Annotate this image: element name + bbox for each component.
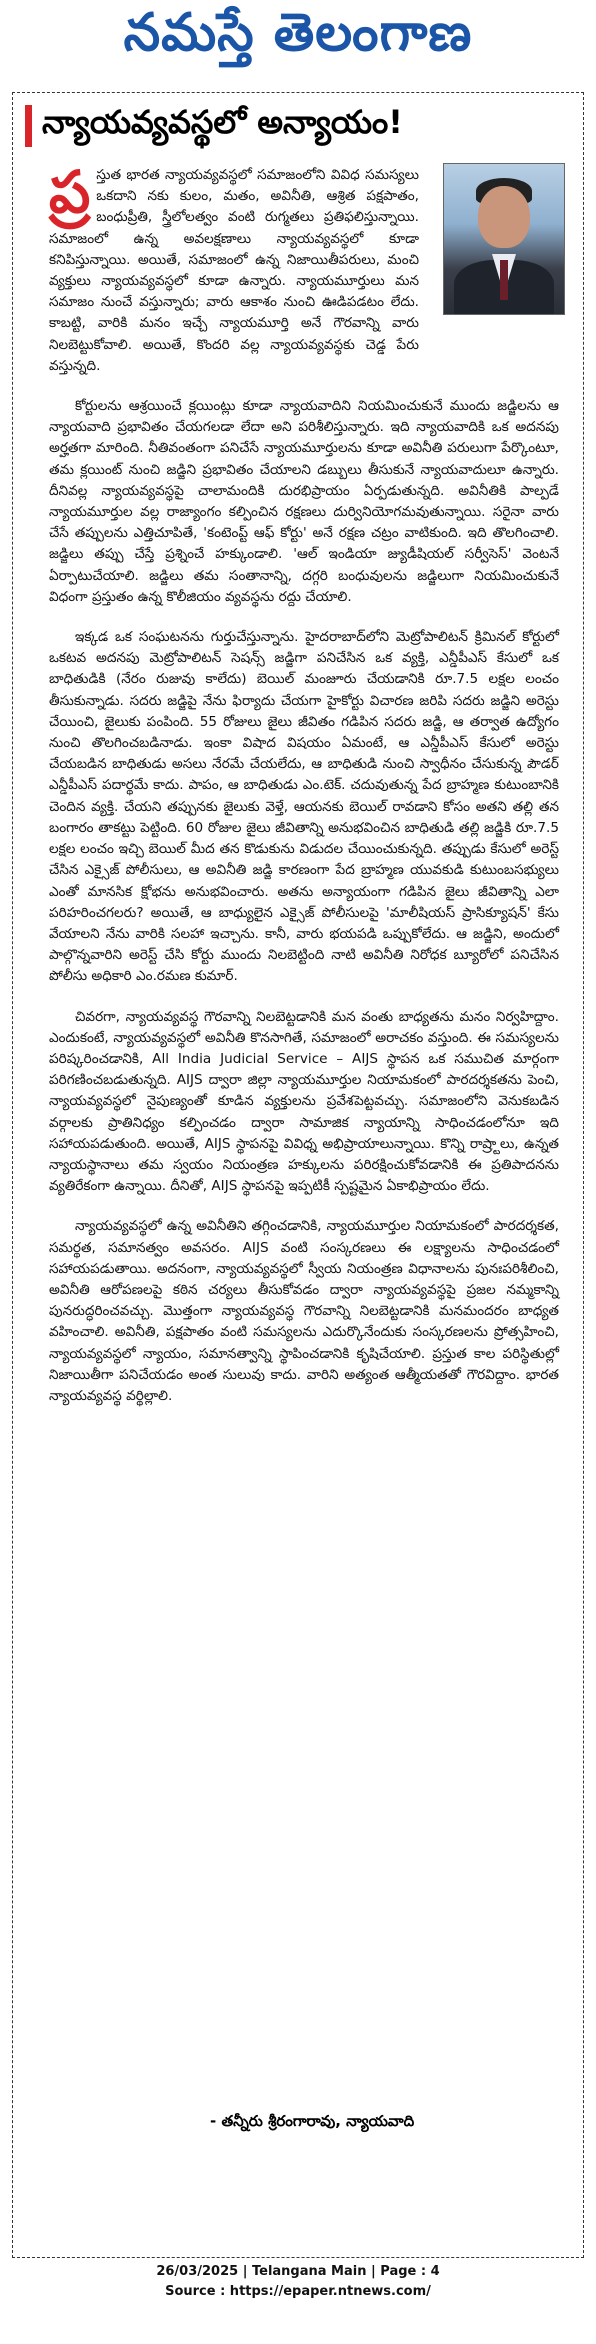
paragraph-5: న్యాయవ్యవస్థలో ఉన్న అవినీతిని తగ్గించడానికి, న్యాయమూర్తుల నియామకంలో పారదర్శకత, సమర్థత, సమానత్వం అవసరం. AIJS వంటి సంస్కరణలు ఈ లక్ష్యాలను సాధించడంలో సహాయపడుతాయి. అదనంగా, న్యాయవ్యవస్థలో స్వీయ నియంత్రణ విధానాలను పునఃపరిశీలించి, అవినీతి ఆరోపణలపై కఠిన చర్యలు తీసుకోవడం ద్వారా న్యాయవ్యవస్థపై ప్రజల నమ్మకాన్ని పునరుద్ధరించవచ్చు. మొత్తంగా న్యాయవ్యవస్థ గౌరవాన్ని నిలబెట్టడానికి మనమందరం బాధ్యత వహించాలి. అవినీతి, పక్షపాతం వంటి సమస్యలను ఎదుర్కొనేందుకు సంస్కరణలను ప్రోత్సహించి, న్యాయవ్యవస్థలో న్యాయం, సమానత్వాన్ని స్థాపించడానికి కృషిచేయాలి. ప్రస్తుత కాల పరిస్థితుల్లో నిజాయితీగా పనిచేయడం అంత సులువు కాదు. వారిని అత్యంత ఆత్మీయతతో గౌరవిద్దాం. భారత న్యాయవ్యవస్థ వర్థిల్లాలి. [49,1218,559,1404]
paragraph-3: ఇక్కడ ఒక సంఘటనను గుర్తుచేస్తున్నాను. హైదరాబాద్‌లోని మెట్రోపాలిటన్ క్రిమినల్ కోర్టులో ఒకటవ అదనపు మెట్రోపాలిటన్ సెషన్స్ జడ్జిగా పనిచేసిన ఒక వ్యక్తి, ఎన్డీపీఎస్ కేసులో ఒక బాధితుడికి (నేరం రుజువు కాలేదు) బెయిల్ మంజూరు చేయడానికి రూ.7.5 లక్షల లంచం తీసుకున్నాడు. సదరు జడ్జిపై నేను ఫిర్యాదు చేయగా హైకోర్టు విచారణ జరిపి సదరు జడ్జిని అరెస్టు చేయించి, జైలుకు పంపింది. 55 రోజులు జైలు జీవితం గడిపిన సదరు జడ్జి, ఆ తర్వాత ఉద్యోగం నుంచి తొలగించబడినాడు. ఇంకా విషాద విషయం ఏమంటే, ఆ ఎన్డీపీఎస్ కేసులో అరెస్టు చేయబడిన బాధితుడు అసలు నేరమే చేయలేదు, ఆ బాధితుడి నుంచి స్వాధీనం చేసుకున్న పౌడర్ ఎన్డీపీఎస్ పదార్థమే కాదు. పాపం, ఆ బాధితుడు ఎం.టెక్. చదువుతున్న పేద బ్రాహ్మణ కుటుంబానికి చెందిన వ్యక్తి. చేయని తప్పునకు జైలుకు వెళ్తే, ఆయనకు బెయిల్ రావడాని కోసం అతని తల్లి తన బంగారం తాకట్టు పెట్టింది. 60 రోజుల జైలు జీవితాన్ని అనుభవించిన బాధితుడి తల్లి జడ్జికి రూ.7.5 లక్షల లంచం ఇచ్చి బెయిల్ మీద తన కొడుకును విడుదల చేయించుకున్నది. తప్పుడు కేసులో అరెస్ట్ చేసిన ఎక్సైజ్ పోలీసులు, ఆ అవినీతి జడ్జి కారణంగా పేద బ్రాహ్మణ యువకుడి కుటుంబసభ్యులు ఎంతో మానసిక క్షోభను అనుభవించారు. అతను అన్యాయంగా గడిపిన జైలు జీవితాన్ని ఎలా పరిహరించగలరు? అయితే, ఆ బాధ్యులైన ఎక్సైజ్ పోలీసులపై 'మాలీషియస్ ప్రాసిక్యూషన్' కేసు వేయాలని నేను వారికి సలహా ఇచ్చాను. కానీ, వారు భయపడి ఒప్పుకోలేదు. ఆ జడ్జిని, అందులో పాల్గొన్నవారిని అరెస్ట్ చేసి కోర్టు ముందు నిలబెట్టింది నాటి అవినీతి నిరోధక బ్యూరోలో పనిచేసిన పోలీసు అధికారి ఎం.రమణ కుమార్. [49,629,559,985]
paragraph-1 [49,158,419,377]
headline-accent-bar [25,105,32,147]
newspaper-title: నమస్తే తెలంగాణ [123,2,473,63]
edition-info: 26/03/2025 | Telangana Main | Page : 4 [156,2264,440,2279]
drop-cap: ప్ర [49,158,91,226]
paragraph-2: కోర్టులను ఆశ్రయించే క్లయింట్లు కూడా న్యాయవాదిని నియమించుకునే ముందు జడ్జిలను ఆ న్యాయవాది ప్రభావితం చేయగలడా లేదా అని పరిశీలిస్తున్నారు. ఇది న్యాయవాదికి ఒక అదనపు అర్హతగా మారింది. నీతివంతంగా పనిచేసే న్యాయమూర్తులను కూడా అవినీతి పరులుగా పేర్కొంటూ, తమ క్లయింట్ నుంచి జడ్జిని ప్రభావితం చేయాలని డబ్బులు తీసుకునే న్యాయవాదులూ ఉన్నారు. దీనివల్ల న్యాయవ్యవస్థపై చాలామందికి దురభిప్రాయం ఏర్పడుతున్నది. అవినీతికి పాల్పడే న్యాయమూర్తుల వల్ల రాజ్యాంగం కల్పించిన రక్షణలు దుర్వినియోగమవుతున్నాయి. సరైనా వారు చేసే తప్పులను ఎత్తిచూపితే, 'కంటెంప్ట్ ఆఫ్ కోర్టు' అనే రక్షణ చట్రం వాటికుంది. ఇది తొలగించాలి. జడ్జిలు తప్పు చేస్తే ప్రశ్నించే హక్కుండాలి. 'ఆల్ ఇండియా జ్యుడీషియల్ సర్వీసెస్' వెంటనే ఏర్పాటుచేయాలి. జడ్జిలు తమ సంతానాన్ని, దగ్గరి బంధువులను జడ్జిలుగా నియమించుకునే విధంగా ప్రస్తుతం ఉన్న కొలీజియం వ్యవస్థను రద్దు చేయాలి. [49,398,559,605]
source-link[interactable]: Source : https://epaper.ntnews.com/ [165,2284,431,2299]
page-footer [0,2262,596,2302]
byline: - తన్నీరు శ్రీరంగారావు, న్యాయవాది [210,2112,415,2130]
masthead [0,0,596,78]
paragraph-1-text: స్తుత భారత న్యాయవ్యవస్థలో సమాజంలోని వివిధ సమస్యలు ఒకదాని నకు కులం, మతం, అవినీతి, ఆశ్రిత పక్షపాతం, బంధుప్రీతి, స్త్రీలోలత్వం వంటి రుగ్మతలు ప్రతిఫలిస్తున్నాయి. సమాజంలో ఉన్న అవలక్షణాలు న్యాయవ్యవస్థలో కూడా కనిపిస్తున్నాయి. అయితే, సమాజంలో ఉన్న నిజాయితీపరులు, మంచి వ్యక్తులు న్యాయవ్యవస్థలో కూడా ఉన్నారు. న్యాయమూర్తులు మన సమాజం నుంచే వస్తున్నారు; వారు ఆకాశం నుంచి ఊడిపడటం లేదు. కాబట్టి, వారికి మనం ఇచ్చే న్యాయమూర్తి అనే గౌరవాన్ని వారు నిలబెట్టుకోవాలి. అయితే, కొందరి వల్ల న్యాయవ్యవస్థకు చెడ్డ పేరు వస్తున్నది. [49,167,419,374]
headline-text: న్యాయవ్యవస్థలో అన్యాయం! [42,103,403,141]
article-clipping [12,92,584,2258]
article-body [49,158,559,1426]
headline [25,103,403,149]
paragraph-4: చివరగా, న్యాయవ్యవస్థ గౌరవాన్ని నిలబెట్టడానికి మన వంతు బాధ్యతను మనం నిర్వహిద్దాం. ఎందుకంటే, న్యాయవ్యవస్థలో అవినీతి కొనసాగితే, సమాజంలో అరాచకం వస్తుంది. ఈ సమస్యలను పరిష్కరించడానికి, All India Judicial Service – AIJS స్థాపన ఒక సముచిత మార్గంగా పరిగణించబడుతున్నది. AIJS ద్వారా జిల్లా న్యాయమూర్తుల నియామకంలో పారదర్శకతను పెంచి, న్యాయవ్యవస్థలో నైపుణ్యంతో కూడిన వ్యక్తులను ప్రవేశపెట్టవచ్చు. సమాజంలోని వెనుకబడిన వర్గాలకు ప్రాతినిధ్యం కల్పించడం ద్వారా సామాజిక న్యాయాన్ని సాధించడంలోనూ ఇది సహాయపడుతుంది. అయితే, AIJS స్థాపనపై వివిధ్న అభిప్రాయాలున్నాయి. కొన్ని రాష్ర్టాలు, ఉన్నత న్యాయస్థానాలు తమ స్వయం నియంత్రణ హక్కులను పరిరక్షించుకోవడానికి ఈ ప్రతిపాదనను వ్యతిరేకంగా ఉన్నాయి. దీనితో, AIJS స్థాపనపై ఇప్పటికీ స్పష్టమైన ఏకాభిప్రాయం లేదు. [49,1008,559,1195]
